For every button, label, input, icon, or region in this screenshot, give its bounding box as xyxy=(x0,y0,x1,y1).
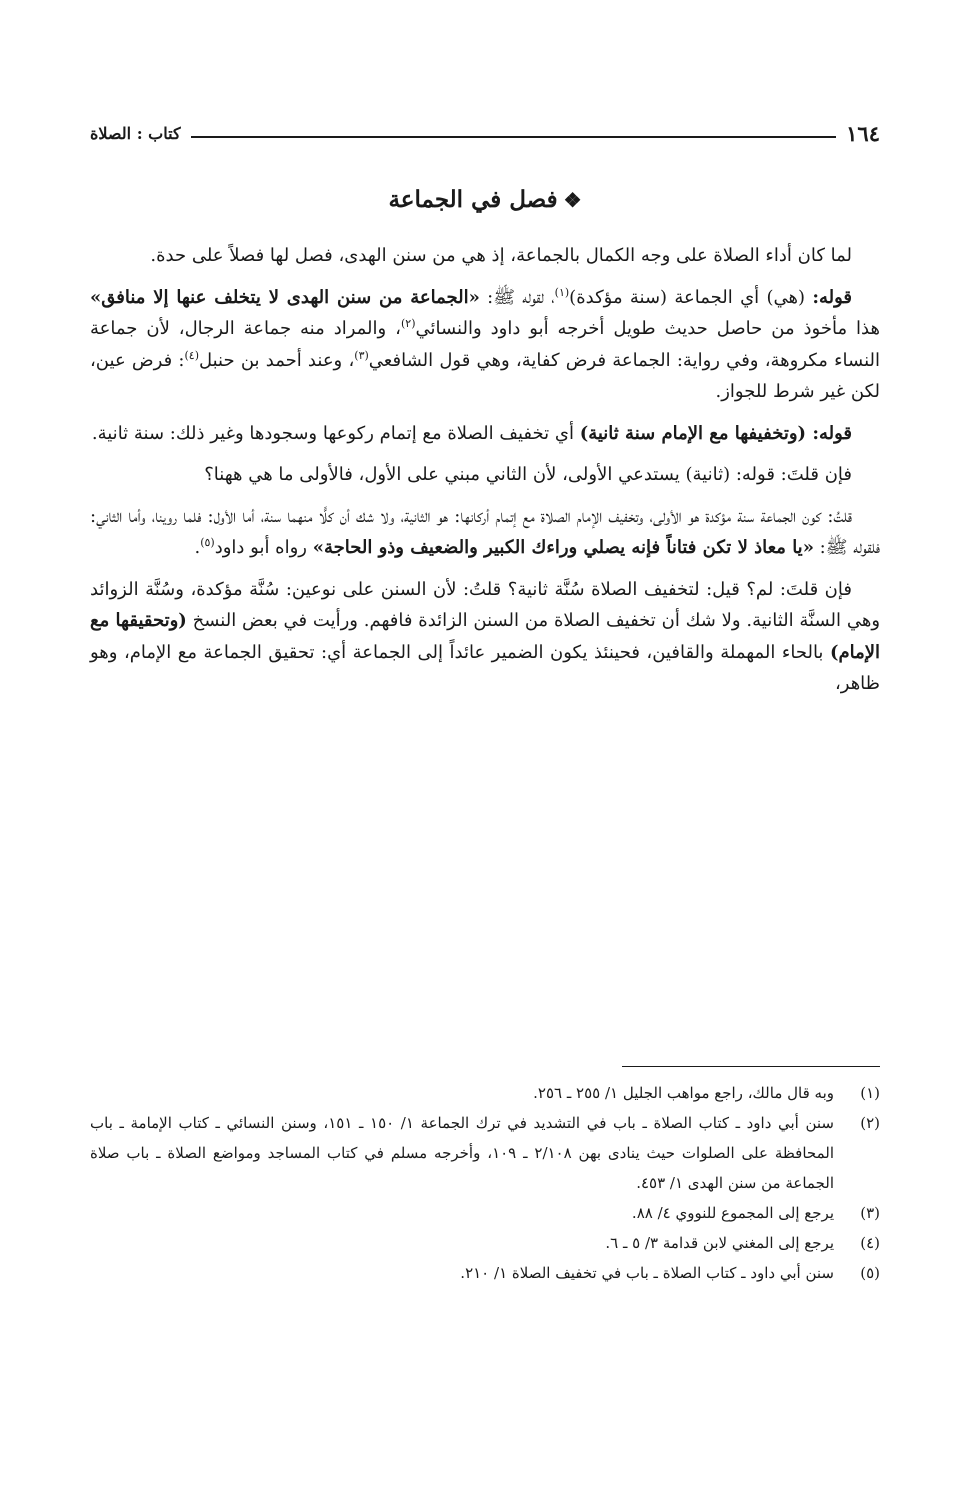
footnote-text: سنن أبي داود ـ كتاب الصلاة ـ باب في التشديد في ترك الجماعة ١/ ١٥٠ ـ ١٥١، وسنن النسائي ـ كتاب الإمامة ـ باب المحافظة على الصلوات حيث ينادى بهن ٢/١٠٨ ـ ١٠٩، وأخرجه مسلم في كتاب المساجد ومواضع الصلاة ـ باب صلاة الجماعة من سنن الهدى ١/ ٤٥٣. xyxy=(90,1114,835,1192)
footnote-text: يرجع إلى المغني لابن قدامة ٣/ ٥ ـ ٦. xyxy=(605,1234,834,1252)
hadith-quote: «يا معاذ لا تكن فتاناً فإنه يصلي وراءك الكبير والضعيف وذو الحاجة» xyxy=(312,537,814,558)
footnote-ref-3[interactable]: (٣) xyxy=(354,348,369,362)
paragraph-5 xyxy=(90,501,880,564)
section-heading-text: فصل في الجماعة xyxy=(388,186,558,213)
running-header xyxy=(90,116,880,150)
paragraph-text: ، وعند أحمد بن حنبل xyxy=(198,349,355,371)
footnote-ref-4[interactable]: (٤) xyxy=(184,348,199,362)
variant-reading: (وتحقيقها مع الإمام) xyxy=(90,610,880,663)
paragraph-text: ، لقوله ﷺ: xyxy=(479,286,555,308)
body-text xyxy=(90,240,880,710)
footnote-number: (٤) xyxy=(860,1234,880,1252)
footnote-item xyxy=(90,1108,880,1198)
footnote-text: يرجع إلى المجموع للنووي ٤/ ٨٨. xyxy=(631,1204,834,1222)
paragraph-4 xyxy=(90,459,880,491)
paragraph-text: (هي) أي الجماعة (سنة مؤكدة) xyxy=(569,286,813,308)
header-rule xyxy=(191,136,837,138)
paragraph-text: ، والمراد منه جماعة الرجال، لأن جماعة النساء مكروهة، وفي رواية: الجماعة فرض كفاية، وهي قول الشافعي xyxy=(90,318,880,371)
footnote-ref-1[interactable]: (١) xyxy=(554,285,570,299)
footnote-number: (١) xyxy=(860,1084,880,1102)
footnote-number: (٥) xyxy=(860,1264,880,1282)
paragraph-2 xyxy=(90,282,880,408)
footnote-item xyxy=(90,1078,880,1108)
paragraph-3 xyxy=(90,418,880,450)
footnote-number: (٢) xyxy=(860,1114,880,1132)
paragraph-text: بالحاء المهملة والقافين، فحينئذ يكون الضمير عائداً إلى الجماعة أي: تحقيق الجماعة مع الإمام، وهو ظاهر، xyxy=(90,641,880,694)
footnotes xyxy=(90,1078,880,1288)
footnote-number: (٣) xyxy=(860,1204,880,1222)
footnote-text: وبه قال مالك، راجع مواهب الجليل ١/ ٢٥٥ ـ ٢٥٦. xyxy=(533,1084,834,1102)
footnote-ref-5[interactable]: (٥) xyxy=(200,536,215,549)
footnote-item xyxy=(90,1198,880,1228)
paragraph-text: : فرض عين، لكن غير شرط للجواز. xyxy=(90,349,880,402)
paragraph-text: . xyxy=(194,537,201,558)
footnote-item xyxy=(90,1228,880,1258)
paragraph-text: قلتُ: كون الجماعة سنة مؤكدة هو الأولى، وتخفيف الإمام الصلاة مع إتمام أركانها: هو الثانية، ولا شك أن كلًّا منهما سنة، أما الأول: فلما روينا، وأما الثاني: فلقوله ﷺ: xyxy=(90,505,880,558)
footnote-divider xyxy=(622,1066,880,1067)
paragraph-lead: قوله: xyxy=(812,286,852,308)
section-heading xyxy=(90,186,880,213)
paragraph-text: فإن قلتَ: قوله: (ثانية) يستدعي الأولى، لأن الثاني مبني على الأول، فالأولى ما هي ههنا؟ xyxy=(204,464,852,485)
page-number: ١٦٤ xyxy=(846,120,880,146)
ornament-icon: ❖ xyxy=(563,188,582,212)
paragraph-text: رواه أبو داود xyxy=(214,537,313,558)
paragraph-text: فإن قلتَ: لم؟ قيل: لتخفيف الصلاة سُنَّة ثانية؟ قلتُ: لأن السنن على نوعين: سُنَّة مؤكدة، وسُنَّة الزوائد وهي السنَّة الثانية. ولا شك أن تخفيف الصلاة من السنن الزائدة فافهم. ورأيت في بعض النسخ xyxy=(90,578,881,631)
footnote-text: سنن أبي داود ـ كتاب الصلاة ـ باب في تخفيف الصلاة ١/ ٢١٠. xyxy=(460,1264,834,1282)
paragraph-1 xyxy=(90,240,880,272)
paragraph-text: أي تخفيف الصلاة مع إتمام ركوعها وسجودها وغير ذلك: سنة ثانية. xyxy=(91,422,580,444)
book-title: كتاب : الصلاة xyxy=(90,123,181,143)
paragraph-6 xyxy=(90,574,880,700)
matn-quote: (وتخفيفها مع الإمام سنة ثانية) xyxy=(579,422,813,444)
paragraph-text: لما كان أداء الصلاة على وجه الكمال بالجماعة، إذ هي من سنن الهدى، فصل لها فصلاً على حدة. xyxy=(150,245,852,266)
footnote-ref-2[interactable]: (٢) xyxy=(400,317,416,330)
footnote-item xyxy=(90,1258,880,1288)
paragraph-lead: قوله: xyxy=(812,422,852,444)
paragraph-text: هذا مأخوذ من حاصل حديث طويل أخرجه أبو داود والنسائي xyxy=(415,318,880,339)
hadith-quote: «الجماعة من سنن الهدى لا يتخلف عنها إلا منافق» xyxy=(90,286,480,308)
